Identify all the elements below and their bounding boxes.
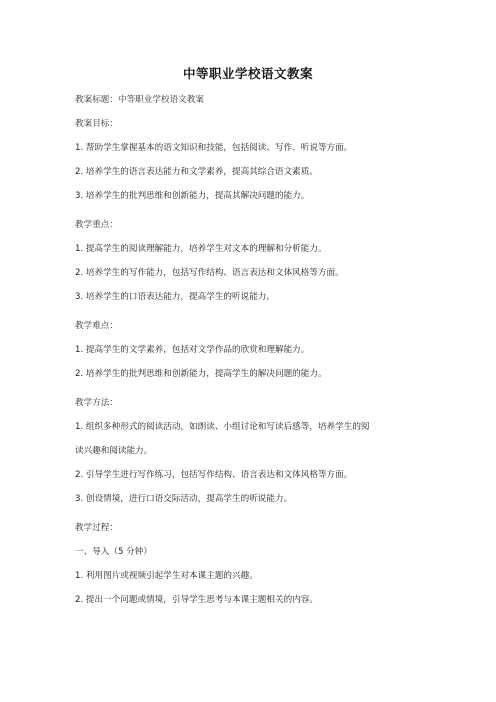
method-item-3: 3. 创设情境，进行口语交际活动，提高学生的听说能力。 bbox=[75, 494, 293, 504]
method-item-1: 1. 组织多种形式的阅读活动，如朗读、小组讨论和写读后感等，培养学生的阅 bbox=[75, 422, 370, 432]
objective-item-1: 1. 帮助学生掌握基本的语文知识和技能，包括阅读、写作、听说等方面。 bbox=[75, 143, 353, 153]
difficulty-item-1: 1. 提高学生的文学素养，包括对文学作品的欣赏和理解能力。 bbox=[75, 345, 310, 355]
methods-heading: 教学方法： bbox=[75, 398, 118, 408]
process-item-1: 1. 利用图片或视频引起学生对本课主题的兴趣。 bbox=[75, 571, 258, 581]
key-point-item-2: 2. 培养学生的写作能力，包括写作结构、语言表达和文体风格等方面。 bbox=[75, 268, 344, 278]
method-item-1-continued: 读兴趣和阅读能力。 bbox=[75, 446, 153, 456]
difficulties-heading: 教学难点： bbox=[75, 321, 118, 331]
key-point-item-3: 3. 培养学生的口语表达能力，提高学生的听说能力。 bbox=[75, 292, 275, 302]
process-heading: 教学过程： bbox=[75, 523, 118, 533]
objectives-heading: 教案目标： bbox=[75, 119, 118, 129]
objective-item-3: 3. 培养学生的批判思维和创新能力，提高其解决问题的能力。 bbox=[75, 191, 310, 201]
key-point-item-1: 1. 提高学生的阅读理解能力，培养学生对文本的理解和分析能力。 bbox=[75, 244, 327, 254]
key-points-heading: 教学重点： bbox=[75, 220, 118, 230]
lesson-title-line: 教案标题：中等职业学校语文教案 bbox=[75, 95, 204, 105]
difficulty-item-2: 2. 培养学生的批判思维和创新能力，提高学生的解决问题的能力。 bbox=[75, 369, 327, 379]
process-item-2: 2. 提出一个问题或情境，引导学生思考与本课主题相关的内容。 bbox=[75, 595, 318, 605]
process-step-intro: 一、导入（5 分钟） bbox=[75, 547, 152, 557]
objective-item-2: 2. 培养学生的语言表达能力和文学素养，提高其综合语文素质。 bbox=[75, 167, 318, 177]
method-item-2: 2. 引导学生进行写作练习，包括写作结构、语言表达和文体风格等方面。 bbox=[75, 470, 353, 480]
document-title: 中等职业学校语文教案 bbox=[182, 66, 313, 81]
